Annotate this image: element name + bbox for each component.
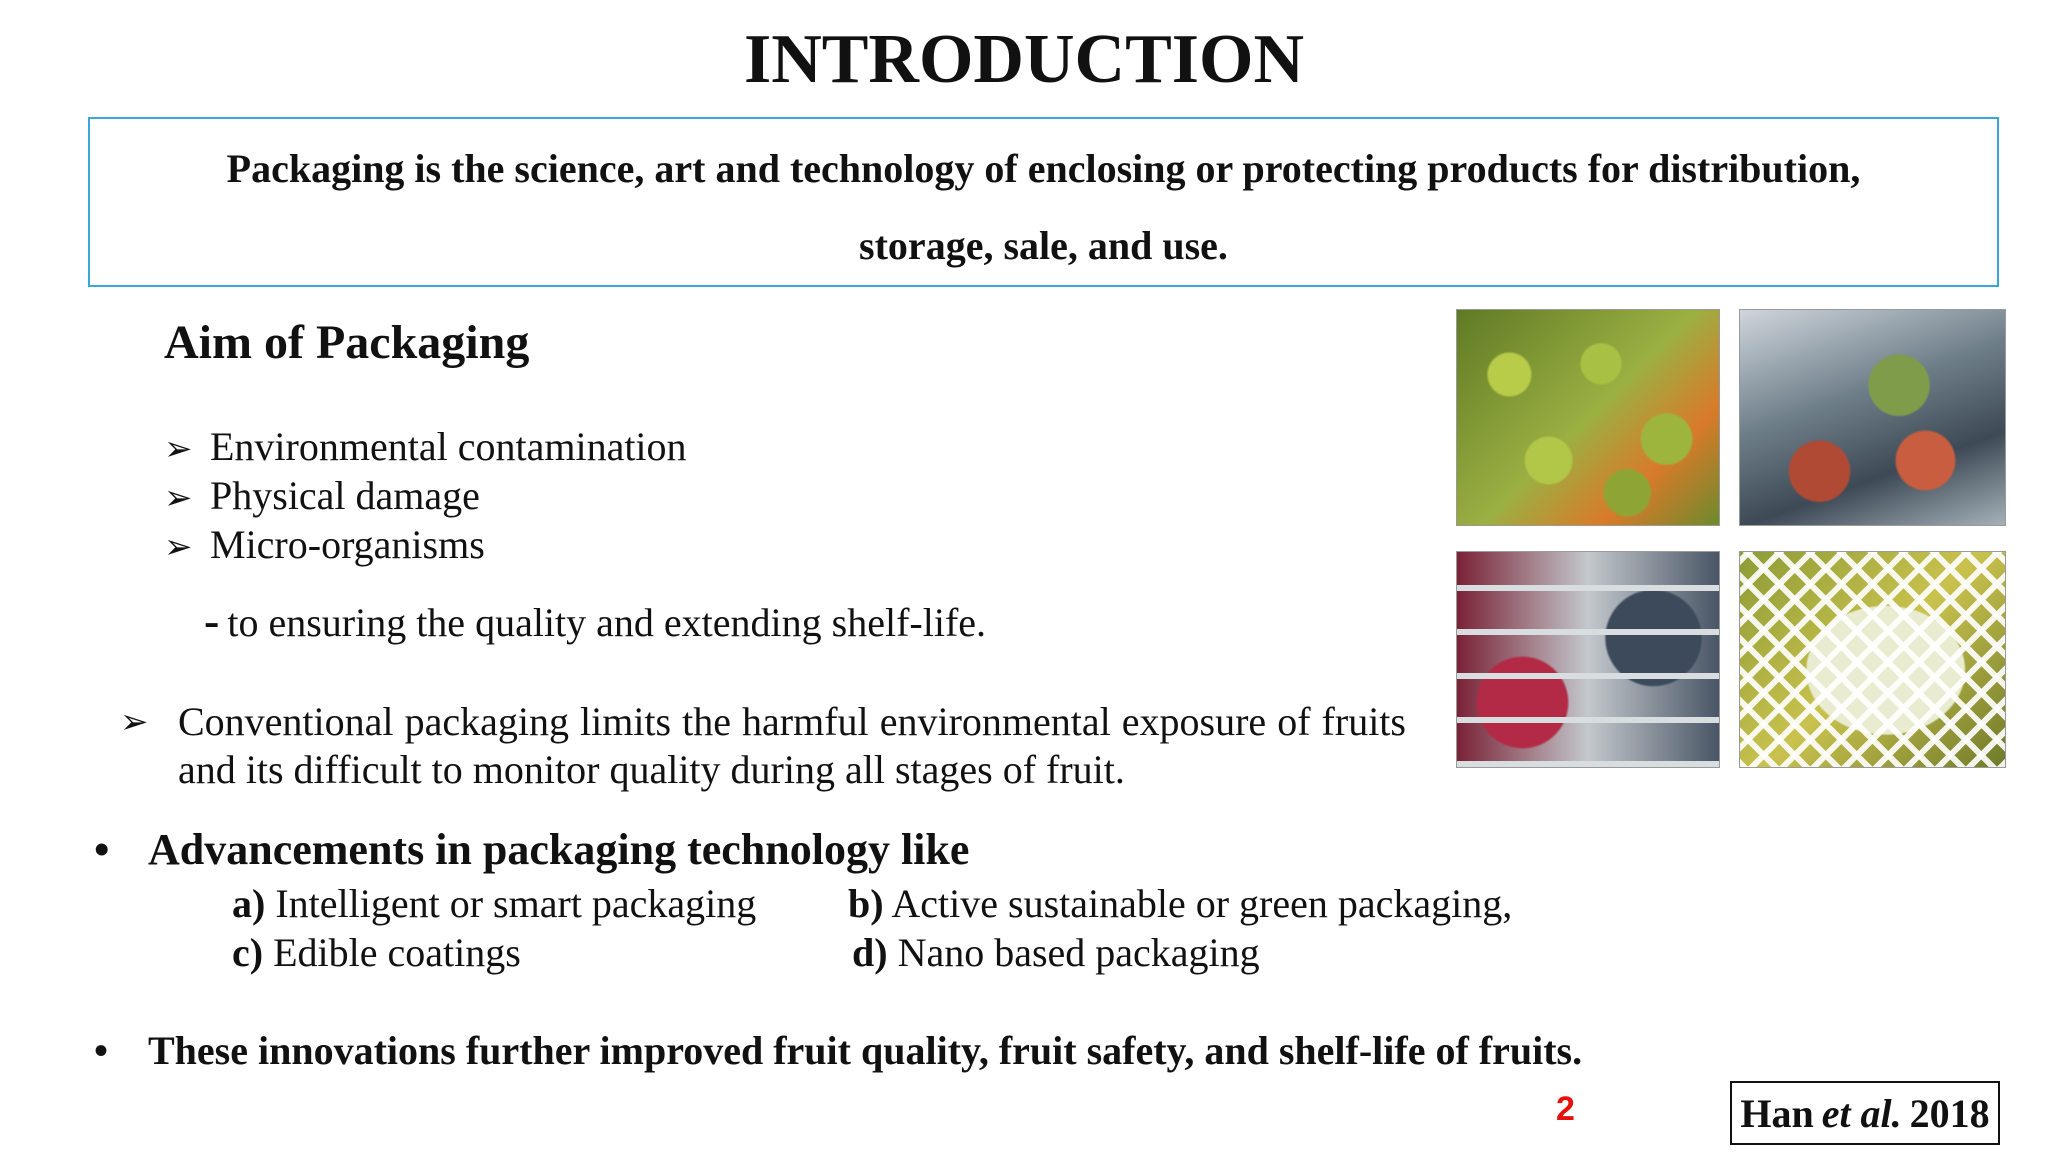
item-text: Active sustainable or green packaging, bbox=[891, 881, 1513, 926]
aim-item bbox=[164, 472, 480, 519]
foam-net-fruit-photo bbox=[1739, 551, 2006, 768]
aim-heading: Aim of Packaging bbox=[164, 316, 530, 369]
slide-title: INTRODUCTION bbox=[743, 21, 1305, 98]
bullet-dot-icon: • bbox=[94, 825, 110, 874]
clamshell-berries-photo bbox=[1456, 551, 1720, 768]
citation-author: Han bbox=[1740, 1090, 1814, 1136]
item-marker: a) bbox=[232, 881, 266, 926]
page-number: 2 bbox=[1556, 1090, 1575, 1128]
arrowhead-bullet-icon: ➢ bbox=[164, 431, 193, 468]
aim-item-label: Micro-organisms bbox=[210, 522, 485, 567]
bagged-apples-photo bbox=[1739, 309, 2006, 526]
definition-line-2: storage, sale, and use. bbox=[859, 223, 1228, 268]
netted-fruit-photo bbox=[1456, 309, 1720, 526]
citation-box bbox=[1730, 1081, 2000, 1145]
advancement-item bbox=[232, 880, 756, 927]
advancement-item bbox=[852, 929, 1260, 976]
aim-note-text: to ensuring the quality and extending shelf-life. bbox=[227, 600, 987, 645]
arrowhead-bullet-icon: ➢ bbox=[164, 480, 193, 517]
aim-item bbox=[164, 521, 485, 568]
item-text: Nano based packaging bbox=[897, 930, 1260, 975]
dash-marker: - bbox=[204, 595, 220, 646]
aim-note bbox=[204, 594, 986, 647]
aim-item-label: Physical damage bbox=[210, 473, 480, 518]
citation-year: 2018 bbox=[1909, 1090, 1990, 1136]
aim-item bbox=[164, 423, 687, 470]
advancement-item bbox=[848, 880, 1512, 927]
item-text: Edible coatings bbox=[273, 930, 521, 975]
advancements-heading: Advancements in packaging technology like bbox=[148, 825, 970, 874]
item-marker: d) bbox=[852, 930, 888, 975]
conclusion-text: These innovations further improved fruit quality, fruit safety, and shelf-life of fruits. bbox=[148, 1028, 1583, 1073]
item-text: Intelligent or smart packaging bbox=[275, 881, 757, 926]
arrowhead-bullet-icon: ➢ bbox=[164, 529, 193, 566]
item-marker: b) bbox=[848, 881, 884, 926]
definition-box bbox=[88, 117, 1999, 287]
item-marker: c) bbox=[232, 930, 264, 975]
arrowhead-bullet-icon: ➢ bbox=[120, 704, 149, 741]
conventional-packaging-text: Conventional packaging limits the harmful environmental exposure of fruits and its difficult to monitor quality during all stages of fruit. bbox=[178, 699, 1406, 792]
advancement-item bbox=[232, 929, 521, 976]
citation-etal: et al. bbox=[1821, 1090, 1902, 1136]
definition-line-1: Packaging is the science, art and technology of enclosing or protecting products for distribution, bbox=[226, 146, 1861, 191]
aim-item-label: Environmental contamination bbox=[210, 424, 687, 469]
bullet-dot-icon: • bbox=[94, 1028, 109, 1073]
